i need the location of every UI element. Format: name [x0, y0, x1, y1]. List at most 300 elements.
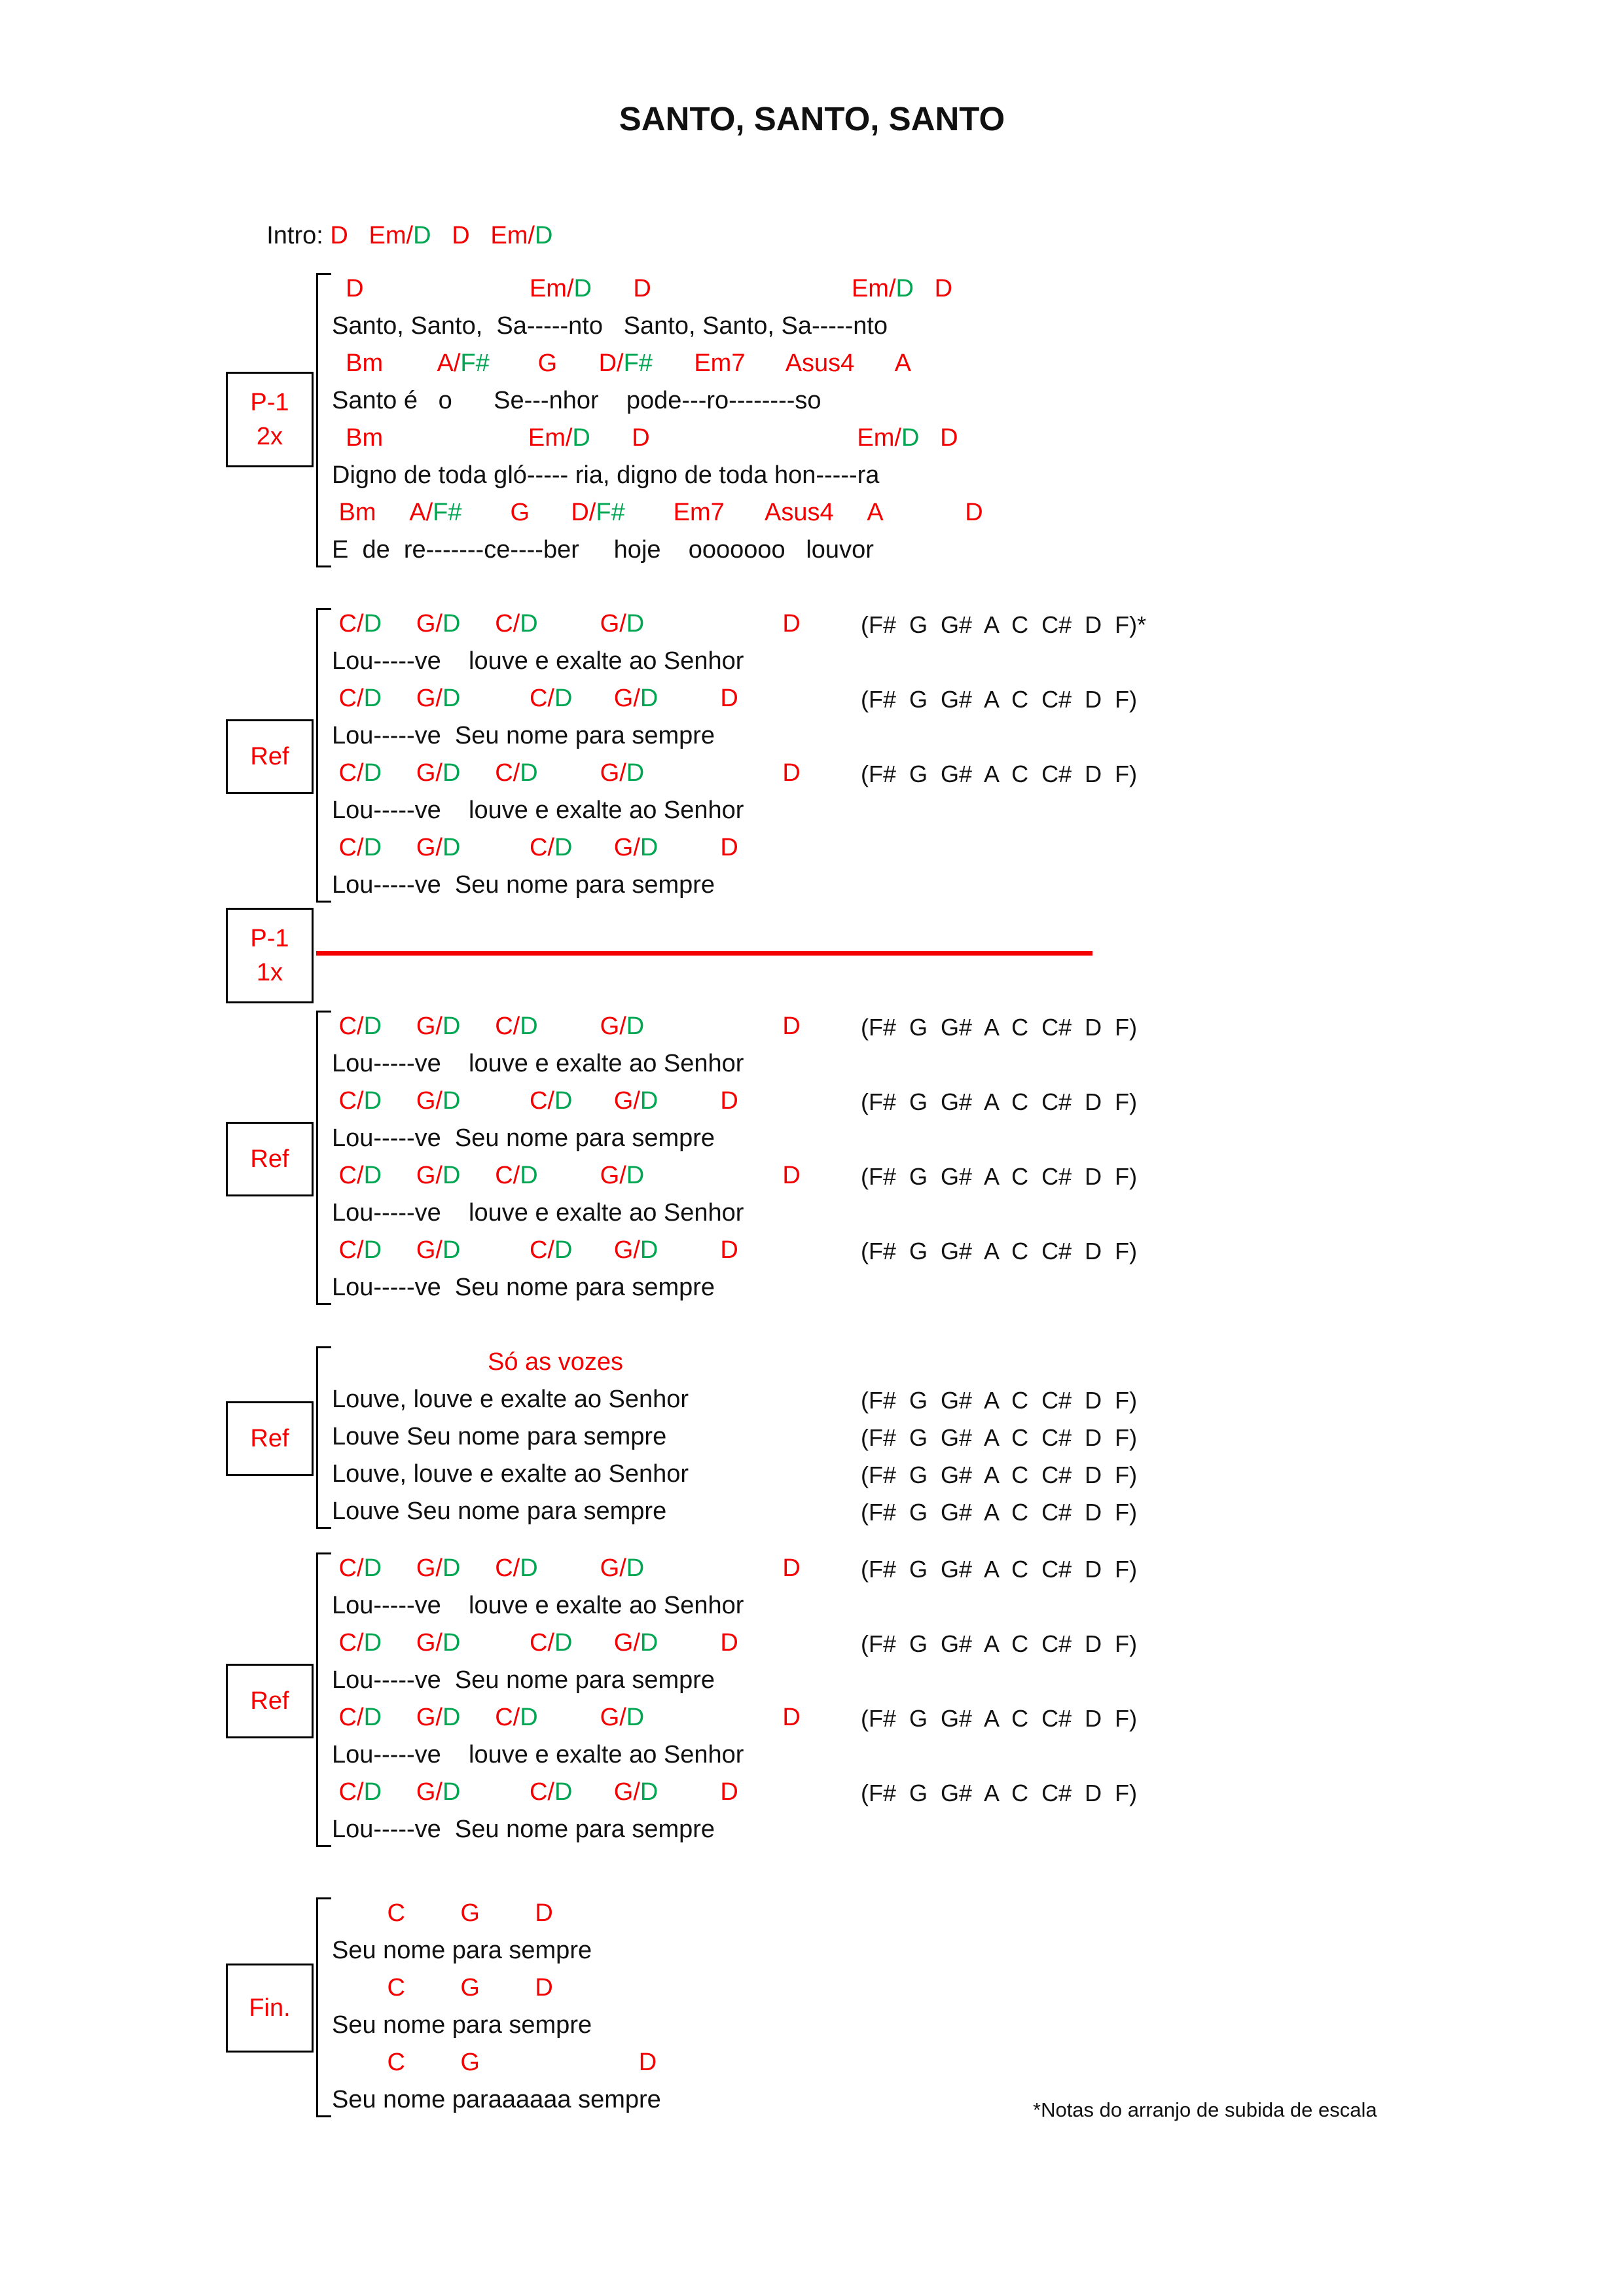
chord-root-token: D: [720, 1778, 738, 1806]
chord-root-token: C/: [332, 1629, 364, 1657]
intro-chords: [330, 222, 552, 249]
chord-spacer: [431, 222, 452, 249]
chord-bass-token: D: [520, 1013, 538, 1040]
chord-bass-token: D: [363, 834, 382, 861]
chord-spacer: [480, 2049, 639, 2076]
chord-spacer: [460, 1704, 495, 1731]
chord-spacer: [538, 1013, 600, 1040]
chord-line: [332, 605, 1535, 643]
chord-bass-token: D: [363, 1554, 382, 1582]
chord-root-token: G/: [613, 1236, 640, 1264]
chord-root-token: C/: [332, 759, 364, 787]
chord-spacer: [658, 1778, 720, 1806]
chord-root-token: C/: [332, 1236, 364, 1264]
chord-bass-token: D: [573, 275, 592, 302]
lyric-line: Lou-----ve louve e exalte ao Senhor: [332, 647, 744, 675]
lyric-line: Seu nome para sempre: [332, 2011, 592, 2039]
chord-bass-token: D: [895, 275, 914, 302]
chord-line: [332, 755, 1535, 792]
chord-bass-token: D: [626, 610, 645, 637]
section-label-box-ref4: [226, 1664, 314, 1738]
chord-root-token: G/: [600, 1554, 626, 1582]
chord-bass-token: F#: [596, 499, 625, 526]
scale-run-annotation: (F# G G# A C C# D F): [861, 1088, 1138, 1115]
chord-root-token: C/: [529, 1629, 554, 1657]
chord-spacer: [460, 1554, 495, 1582]
lyric-line: Lou-----ve Seu nome para sempre: [332, 722, 715, 749]
chord-root-token: A/: [409, 499, 433, 526]
chord-bass-token: D: [363, 610, 382, 637]
chord-line: [332, 1157, 1535, 1194]
chord-spacer: [658, 1087, 720, 1115]
chord-spacer: [382, 1162, 416, 1189]
lyric-line: Louve, louve e exalte ao Senhor (F# G G# A C C# D F): [332, 1381, 1535, 1418]
chord-spacer: [460, 1629, 530, 1657]
chord-spacer: [382, 1013, 416, 1040]
scale-run-annotation: (F# G G# A C C# D F): [861, 1499, 1138, 1526]
chord-spacer: [745, 350, 785, 377]
chord-bass-token: D: [442, 1778, 461, 1806]
chord-root-token: D: [782, 1162, 801, 1189]
chord-root-token: Bm: [332, 350, 384, 377]
scale-note-footnote: *Notas do arranjo de subida de escala: [1033, 2098, 1377, 2121]
chord-root-token: G/: [416, 1629, 442, 1657]
chord-root-token: G/: [416, 759, 442, 787]
scale-run-annotation: (F# G G# A C C# D F): [861, 1163, 1138, 1190]
chord-line: [332, 1895, 1535, 1932]
chord-spacer: [332, 1899, 387, 1927]
chord-root-token: G/: [600, 610, 626, 637]
chord-line: [332, 1624, 1535, 1662]
chord-spacer: [460, 1162, 495, 1189]
chord-bass-token: D: [626, 1704, 645, 1731]
chord-bass-token: D: [413, 222, 431, 249]
chord-root-token: Em/: [857, 424, 901, 452]
chord-spacer: [538, 1162, 600, 1189]
section-content: [332, 1895, 1535, 2119]
section-fin: [226, 1895, 1535, 2119]
chord-root-token: G/: [613, 685, 640, 712]
chord-root-token: Bm: [332, 424, 384, 452]
chord-bass-token: D: [363, 1013, 382, 1040]
chord-spacer: [538, 610, 600, 637]
chord-spacer: [405, 1899, 460, 1927]
section-label-box-ref1: [226, 719, 314, 794]
section-label-box-fin: [226, 1964, 314, 2053]
section-bracket: [316, 273, 334, 567]
chord-bass-token: D: [554, 1087, 573, 1115]
chord-root-token: D: [535, 1974, 553, 2001]
chord-root-token: A/: [437, 350, 461, 377]
chord-bass-token: D: [534, 222, 553, 249]
chord-root-token: Bm: [332, 499, 376, 526]
chord-line: [332, 1550, 1535, 1587]
scale-run-annotation: (F# G G# A C C# D F): [861, 1462, 1138, 1488]
chord-spacer: [382, 1629, 416, 1657]
lyric-line: Louve Seu nome para sempre (F# G G# A C C# D F): [332, 1418, 1535, 1456]
chord-root-token: Em7: [673, 499, 725, 526]
section-content: [332, 1344, 1535, 1530]
chord-bass-token: D: [363, 759, 382, 787]
scale-run-annotation: (F# G G# A C C# D F): [861, 1238, 1138, 1265]
chord-spacer: [644, 1554, 782, 1582]
chord-root-token: C/: [332, 834, 364, 861]
chord-spacer: [364, 275, 530, 302]
chord-spacer: [383, 424, 528, 452]
chord-root-token: D: [535, 1899, 553, 1927]
chord-spacer: [332, 1974, 387, 2001]
section-label-box-ref3: [226, 1401, 314, 1476]
chord-root-token: C/: [332, 1087, 364, 1115]
chord-root-token: Em7: [694, 350, 746, 377]
chord-root-token: C/: [495, 610, 520, 637]
chord-root-token: C/: [495, 1554, 520, 1582]
section-label-text: Ref: [250, 743, 289, 770]
chord-root-token: G/: [600, 1162, 626, 1189]
lyric-line: Seu nome para sempre: [332, 1937, 592, 1964]
chord-root-token: G/: [416, 685, 442, 712]
chord-root-token: C: [387, 1974, 405, 2001]
chord-root-token: D: [633, 275, 651, 302]
chord-spacer: [650, 424, 857, 452]
chord-root-token: G/: [416, 610, 442, 637]
lyric-line: Lou-----ve louve e exalte ao Senhor: [332, 1592, 744, 1619]
chord-bass-token: D: [640, 1629, 659, 1657]
section-label-box-ref2: [226, 1122, 314, 1196]
section-label-text: Ref: [250, 1425, 289, 1452]
chord-bass-token: D: [520, 1162, 538, 1189]
lyric-line: Lou-----ve louve e exalte ao Senhor: [332, 1741, 744, 1768]
chord-spacer: [914, 275, 935, 302]
chord-bass-token: D: [363, 1778, 382, 1806]
chord-spacer: [644, 1162, 782, 1189]
chord-bass-token: D: [554, 1236, 573, 1264]
section-content: [332, 1550, 1535, 1848]
chord-root-token: D: [720, 1087, 738, 1115]
song-title: SANTO, SANTO, SANTO: [619, 100, 1005, 137]
lyric-line: Lou-----ve louve e exalte ao Senhor: [332, 797, 744, 824]
chord-root-token: C/: [495, 1162, 520, 1189]
chord-root-token: C: [387, 2049, 405, 2076]
chord-bass-token: D: [363, 1704, 382, 1731]
scale-run-annotation: (F# G G# A C C# D F)*: [861, 611, 1147, 638]
chord-bass-token: D: [640, 834, 659, 861]
chord-root-token: C/: [332, 1704, 364, 1731]
section-content: [332, 270, 1535, 569]
chord-root-token: G/: [416, 1236, 442, 1264]
chord-spacer: [470, 222, 491, 249]
chord-spacer: [405, 1974, 460, 2001]
chord-root-token: G/: [600, 1704, 626, 1731]
chord-spacer: [376, 499, 410, 526]
chord-root-token: G/: [416, 1704, 442, 1731]
chord-bass-token: F#: [623, 350, 653, 377]
chord-root-token: G: [460, 1974, 480, 2001]
lyric-line: Lou-----ve Seu nome para sempre: [332, 1816, 715, 1843]
chord-bass-token: D: [363, 1236, 382, 1264]
section-label-text: Ref: [250, 1687, 289, 1715]
lyric-line: E de re-------ce----ber hoje ooooooo louvor: [332, 536, 874, 564]
chord-root-token: G/: [416, 1778, 442, 1806]
chord-spacer: [572, 1778, 613, 1806]
chord-root-token: C/: [332, 1013, 364, 1040]
chord-root-token: Em/: [490, 222, 535, 249]
lyric-line: Lou-----ve louve e exalte ao Senhor: [332, 1050, 744, 1077]
chord-bass-token: D: [363, 1162, 382, 1189]
chord-root-token: Asus4: [785, 350, 855, 377]
chord-spacer: [382, 834, 416, 861]
section-label-text: P-1: [250, 389, 289, 416]
chord-bass-token: D: [901, 424, 920, 452]
chord-bass-token: D: [520, 759, 538, 787]
chord-root-token: D/: [571, 499, 596, 526]
chord-bass-token: D: [442, 1236, 461, 1264]
scale-run-annotation: (F# G G# A C C# D F): [861, 1630, 1138, 1657]
chord-spacer: [644, 1013, 782, 1040]
chord-root-token: C/: [332, 1162, 364, 1189]
chord-bass-token: D: [626, 1013, 645, 1040]
chord-spacer: [382, 1554, 416, 1582]
chord-spacer: [644, 759, 782, 787]
scale-run-annotation: (F# G G# A C C# D F): [861, 686, 1138, 713]
chord-bass-token: D: [442, 1162, 461, 1189]
chord-spacer: [538, 1554, 600, 1582]
chord-root-token: Em/: [528, 424, 573, 452]
chord-root-token: D: [965, 499, 983, 526]
chord-root-token: G/: [613, 1087, 640, 1115]
chord-bass-token: D: [626, 1162, 645, 1189]
chord-root-token: G/: [416, 1162, 442, 1189]
chord-bass-token: D: [442, 1704, 461, 1731]
chord-root-token: D: [782, 1013, 801, 1040]
scale-run-annotation: (F# G G# A C C# D F): [861, 1780, 1138, 1806]
chord-line: [332, 1232, 1535, 1269]
lyric-line: Seu nome paraaaaaa sempre: [332, 2086, 661, 2113]
chord-root-token: C/: [529, 1778, 554, 1806]
chord-spacer: [658, 1629, 720, 1657]
chord-root-token: G: [460, 2049, 480, 2076]
chord-spacer: [382, 685, 416, 712]
chord-root-token: G/: [416, 1013, 442, 1040]
chord-root-token: G/: [416, 1554, 442, 1582]
chord-bass-token: D: [442, 685, 461, 712]
chord-root-token: D: [638, 2049, 657, 2076]
chord-root-token: Em/: [369, 222, 414, 249]
chord-bass-token: D: [363, 1087, 382, 1115]
section-label-text: P-1: [250, 925, 289, 952]
chord-root-token: G/: [600, 759, 626, 787]
chord-root-token: C/: [332, 1554, 364, 1582]
chord-bass-token: D: [640, 1778, 659, 1806]
section-label-text: Ref: [250, 1145, 289, 1173]
chord-line: [332, 494, 1535, 531]
chord-root-token: C: [387, 1899, 405, 1927]
section-content: [332, 605, 1535, 904]
chord-spacer: [382, 610, 416, 637]
chord-spacer: [834, 499, 867, 526]
chord-bass-token: D: [554, 1629, 573, 1657]
voices-only-header: Só as vozes: [488, 1348, 623, 1376]
chord-root-token: D: [934, 275, 953, 302]
chord-root-token: A: [894, 350, 911, 377]
lyric-line: Santo, Santo, Sa-----nto Santo, Santo, Sa-----nto: [332, 312, 888, 340]
chord-spacer: [460, 1236, 530, 1264]
chord-root-token: G/: [416, 834, 442, 861]
chord-root-token: A: [867, 499, 882, 526]
section-content: [332, 1008, 1535, 1306]
chord-bass-token: D: [640, 685, 659, 712]
chord-root-token: C/: [529, 834, 554, 861]
chord-root-token: D/: [598, 350, 624, 377]
chord-root-token: D: [782, 759, 801, 787]
chord-spacer: [658, 1236, 720, 1264]
section-ref4: [226, 1550, 1535, 1848]
chord-spacer: [460, 1087, 530, 1115]
chord-root-token: G/: [416, 1087, 442, 1115]
chord-spacer: [460, 759, 495, 787]
chord-root-token: C/: [495, 1013, 520, 1040]
chord-spacer: [462, 499, 511, 526]
chord-bass-token: D: [572, 424, 590, 452]
chord-root-token: D: [332, 275, 364, 302]
lyric-line: Louve, louve e exalte ao Senhor (F# G G# A C C# D F): [332, 1456, 1535, 1493]
chord-spacer: [658, 834, 720, 861]
chord-spacer: [382, 1236, 416, 1264]
chord-root-token: D: [330, 222, 348, 249]
section-p1x: [226, 906, 1535, 1003]
scale-run-annotation: (F# G G# A C C# D F): [861, 1705, 1138, 1732]
chord-root-token: Em/: [851, 275, 896, 302]
chord-spacer: [382, 1704, 416, 1731]
chord-root-token: D: [720, 834, 738, 861]
intro-line: [239, 194, 552, 278]
section-label-box-verse: [226, 372, 314, 467]
chord-spacer: [644, 610, 782, 637]
chord-spacer: [572, 834, 613, 861]
chord-bass-token: D: [442, 1013, 461, 1040]
section-label-box-p1x: [226, 908, 314, 1003]
chord-spacer: [480, 1899, 535, 1927]
chord-line: [332, 1008, 1535, 1045]
chord-root-token: C/: [332, 685, 364, 712]
chord-root-token: Em/: [529, 275, 574, 302]
lyric-line: Lou-----ve Seu nome para sempre: [332, 871, 715, 899]
repeat-divider-line: [316, 951, 1092, 956]
chord-line: [332, 1699, 1535, 1736]
chord-root-token: G/: [613, 1629, 640, 1657]
chord-spacer: [882, 499, 965, 526]
chord-root-token: C/: [332, 610, 364, 637]
chord-line: [332, 1774, 1535, 1811]
chord-bass-token: D: [626, 759, 645, 787]
section-bracket: [316, 1011, 334, 1305]
chord-root-token: D: [720, 685, 738, 712]
chord-root-token: C/: [529, 1236, 554, 1264]
lyric-line: Digno de toda gló----- ria, digno de toda hon-----ra: [332, 461, 880, 489]
scale-run-annotation: (F# G G# A C C# D F): [861, 1424, 1138, 1451]
chord-line: [332, 829, 1535, 867]
chord-bass-token: D: [520, 1704, 538, 1731]
chord-spacer: [590, 424, 632, 452]
chord-root-token: G/: [600, 1013, 626, 1040]
chord-bass-token: D: [442, 1554, 461, 1582]
intro-label: Intro:: [266, 222, 331, 249]
chord-root-token: D: [782, 1704, 801, 1731]
chord-line: [332, 2044, 1535, 2081]
chord-root-token: G: [537, 350, 558, 377]
section-bracket: [316, 1552, 334, 1847]
chord-bass-token: D: [554, 1778, 573, 1806]
chord-root-token: C/: [495, 759, 520, 787]
chord-spacer: [460, 685, 530, 712]
chord-spacer: [348, 222, 369, 249]
chord-root-token: G: [460, 1899, 480, 1927]
chord-spacer: [460, 834, 530, 861]
chord-root-token: D: [632, 424, 650, 452]
chord-root-token: C/: [529, 685, 554, 712]
chord-spacer: [490, 350, 538, 377]
chord-spacer: [625, 499, 674, 526]
chord-spacer: [572, 1087, 613, 1115]
chord-spacer: [658, 685, 720, 712]
chord-spacer: [460, 610, 495, 637]
chord-bass-token: D: [442, 1087, 461, 1115]
chord-spacer: [383, 350, 437, 377]
chord-spacer: [538, 759, 600, 787]
chord-spacer: [644, 1704, 782, 1731]
chord-spacer: [557, 350, 598, 377]
chord-root-token: G/: [613, 1778, 640, 1806]
chord-bass-token: F#: [460, 350, 490, 377]
chord-spacer: [538, 1704, 600, 1731]
chord-spacer: [405, 2049, 460, 2076]
chord-bass-token: D: [442, 759, 461, 787]
chord-spacer: [572, 1236, 613, 1264]
chord-spacer: [919, 424, 940, 452]
chord-bass-token: D: [363, 685, 382, 712]
chord-bass-token: D: [640, 1087, 659, 1115]
chord-line: [332, 270, 1535, 308]
chord-root-token: D: [452, 222, 470, 249]
chord-root-token: Asus4: [765, 499, 834, 526]
chord-bass-token: D: [626, 1554, 645, 1582]
lyric-line: Lou-----ve Seu nome para sempre: [332, 1666, 715, 1694]
chord-bass-token: D: [520, 610, 538, 637]
section-label-text: Fin.: [249, 1994, 291, 2022]
chord-bass-token: D: [442, 1629, 461, 1657]
chord-root-token: G: [510, 499, 530, 526]
section-verse: [226, 270, 1535, 569]
chord-spacer: [332, 2049, 387, 2076]
chord-bass-token: D: [640, 1236, 659, 1264]
chord-root-token: D: [782, 610, 801, 637]
chord-spacer: [854, 350, 894, 377]
chord-line: [332, 1969, 1535, 2007]
chord-spacer: [572, 1629, 613, 1657]
chord-spacer: [530, 499, 571, 526]
lyric-line: Santo é o Se---nhor pode---ro--------so: [332, 387, 821, 414]
chord-bass-token: D: [363, 1629, 382, 1657]
chord-spacer: [592, 275, 633, 302]
chord-bass-token: D: [554, 685, 573, 712]
section-label-text: 2x: [256, 423, 283, 450]
lyric-line: Lou-----ve louve e exalte ao Senhor: [332, 1199, 744, 1227]
chord-root-token: D: [720, 1236, 738, 1264]
chord-root-token: C/: [495, 1704, 520, 1731]
lyric-line: Lou-----ve Seu nome para sempre: [332, 1124, 715, 1152]
section-bracket: [316, 608, 334, 903]
chord-line: [332, 680, 1535, 717]
